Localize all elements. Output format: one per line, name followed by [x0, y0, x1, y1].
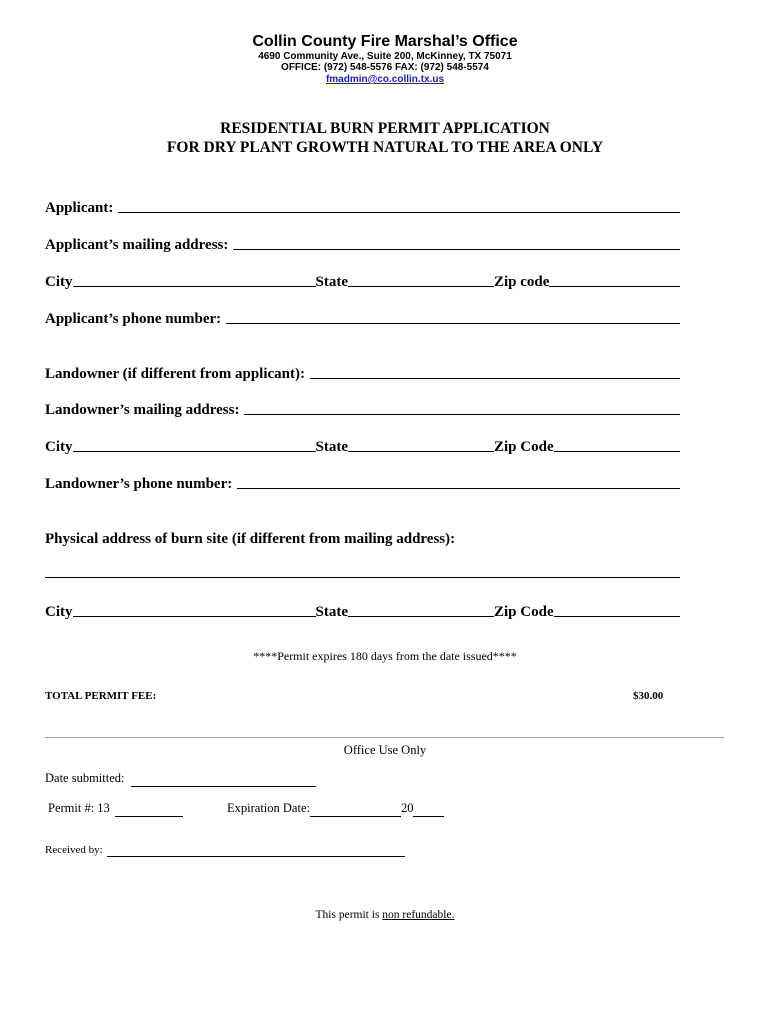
- applicant-zip-label: Zip code: [494, 274, 550, 290]
- landowner-mailing-label: Landowner’s mailing address:: [45, 402, 240, 418]
- applicant-city-field[interactable]: [73, 286, 316, 287]
- form-title-line-2: FOR DRY PLANT GROWTH NATURAL TO THE AREA ONLY: [166, 139, 604, 156]
- applicant-phone-field[interactable]: [226, 323, 680, 324]
- landowner-label: Landowner (if different from applicant):: [45, 366, 305, 382]
- landowner-state-field[interactable]: [348, 451, 494, 452]
- landowner-mailing-field[interactable]: [244, 414, 680, 415]
- landowner-city-label: City: [45, 439, 73, 455]
- date-submitted-label: Date submitted:: [45, 771, 125, 785]
- landowner-phone-field[interactable]: [237, 488, 680, 489]
- office-address: 4690 Community Ave., Suite 200, McKinney, TX 75071: [258, 51, 512, 62]
- burn-site-city-row: [45, 599, 680, 621]
- applicant-city-row: [45, 269, 680, 291]
- expiration-year-prefix: 20: [400, 801, 414, 815]
- landowner-state-label: State: [315, 439, 348, 455]
- applicant-zip-field[interactable]: [549, 286, 680, 287]
- applicant-state-field[interactable]: [348, 286, 494, 287]
- expiration-label: Expiration Date:: [227, 801, 310, 815]
- office-email-link[interactable]: fmadmin@co.collin.tx.us: [325, 74, 445, 85]
- landowner-phone-row: [45, 471, 680, 493]
- landowner-mailing-row: [45, 397, 680, 419]
- date-submitted-row: [45, 771, 316, 787]
- burn-site-zip-field[interactable]: [554, 616, 680, 617]
- applicant-mailing-field[interactable]: [233, 249, 680, 250]
- fee-amount: $30.00: [633, 690, 664, 702]
- received-by-field[interactable]: [107, 844, 405, 857]
- received-by-label: Received by:: [45, 844, 103, 856]
- landowner-city-field[interactable]: [73, 451, 316, 452]
- landowner-city-row: [45, 434, 680, 456]
- burn-site-row: [45, 526, 680, 548]
- permit-number-label: Permit #: 13: [48, 801, 110, 815]
- burn-site-zip-label: Zip Code: [494, 604, 554, 620]
- burn-site-city-field[interactable]: [73, 616, 316, 617]
- landowner-zip-field[interactable]: [554, 451, 680, 452]
- office-use-divider: [45, 737, 724, 738]
- applicant-state-label: State: [315, 274, 348, 290]
- applicant-mailing-label: Applicant’s mailing address:: [45, 237, 229, 253]
- burn-site-city-label: City: [45, 604, 73, 620]
- expiration-date-field[interactable]: [310, 801, 401, 817]
- applicant-row: [45, 195, 680, 217]
- landowner-phone-label: Landowner’s phone number:: [45, 476, 233, 492]
- applicant-city-label: City: [45, 274, 73, 290]
- footer-non-refundable: non refundable.: [382, 909, 455, 921]
- date-submitted-field[interactable]: [131, 771, 316, 787]
- applicant-name-field[interactable]: [118, 212, 680, 213]
- fee-label: TOTAL PERMIT FEE:: [45, 690, 157, 702]
- office-phone-fax: OFFICE: (972) 548-5576 FAX: (972) 548-5574: [281, 62, 489, 73]
- expiration-row: [227, 801, 444, 817]
- landowner-row: [45, 361, 680, 383]
- applicant-label: Applicant:: [45, 200, 114, 216]
- applicant-mailing-row: [45, 232, 680, 254]
- burn-site-address-label: Physical address of burn site (if different from mailing address):: [45, 531, 456, 547]
- burn-site-address-field[interactable]: [45, 577, 680, 578]
- landowner-zip-label: Zip Code: [494, 439, 554, 455]
- permit-number-field[interactable]: [115, 801, 183, 817]
- burn-site-state-field[interactable]: [348, 616, 494, 617]
- received-by-row: [45, 844, 405, 857]
- applicant-phone-row: [45, 306, 680, 328]
- office-name: Collin County Fire Marshal’s Office: [252, 33, 518, 50]
- footer-note: [0, 909, 770, 921]
- applicant-phone-label: Applicant’s phone number:: [45, 311, 222, 327]
- expiration-year-field[interactable]: [413, 801, 444, 817]
- office-use-heading: Office Use Only: [343, 743, 427, 757]
- permit-number-row: [48, 801, 183, 817]
- expiry-note: ****Permit expires 180 days from the date issued****: [253, 649, 517, 663]
- burn-site-state-label: State: [315, 604, 348, 620]
- footer-prefix: This permit is: [315, 909, 383, 921]
- form-title-line-1: RESIDENTIAL BURN PERMIT APPLICATION: [220, 120, 550, 137]
- landowner-name-field[interactable]: [310, 378, 680, 379]
